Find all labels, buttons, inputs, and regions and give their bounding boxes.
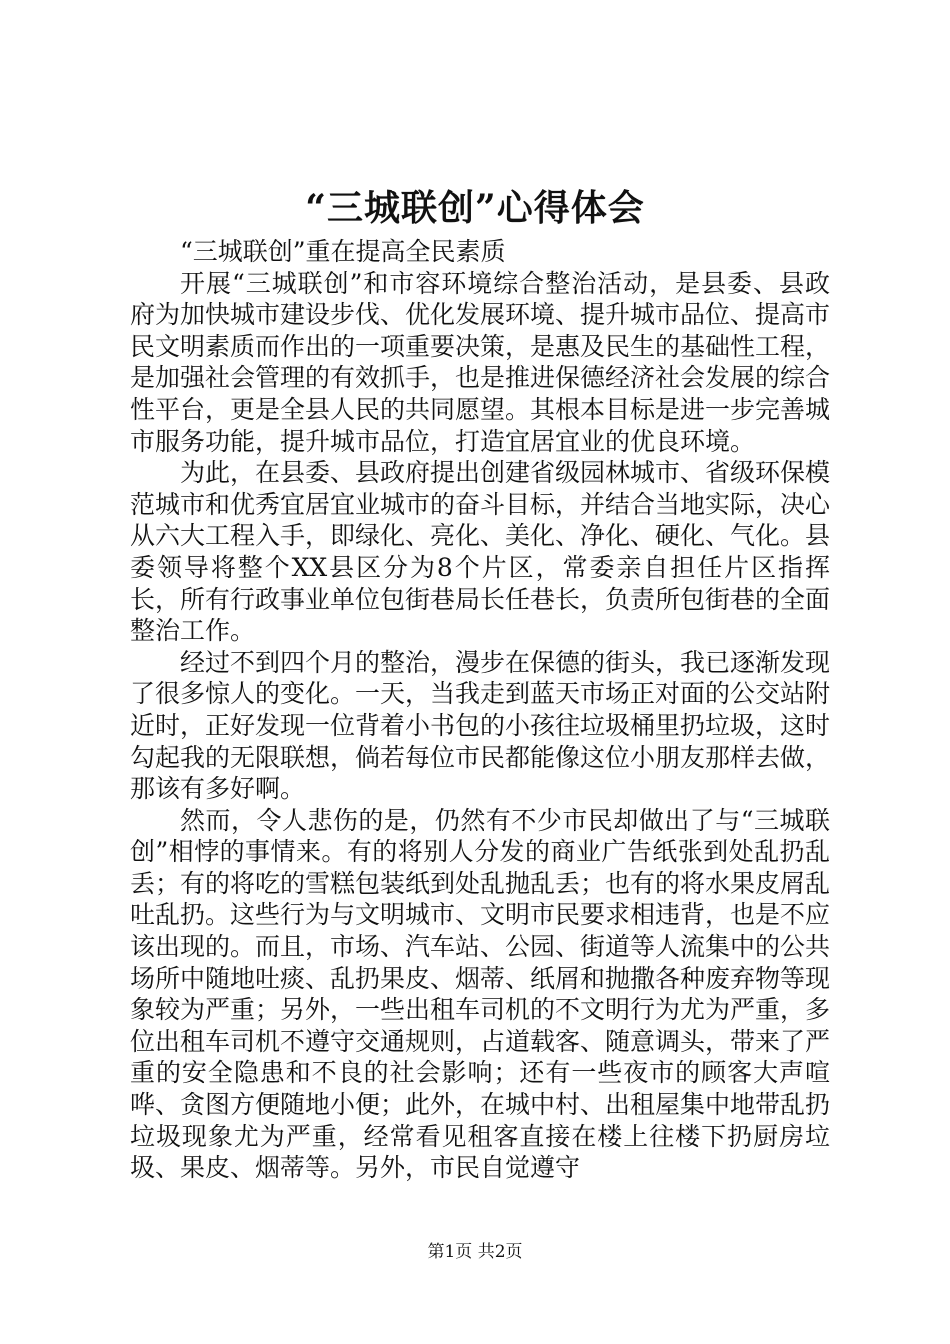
paragraph: 经过不到四个月的整治，漫步在保德的街头，我已逐渐发现了很多惊人的变化。一天，当我走到蓝天市场正对面的公交站附近时，正好发现一位背着小书包的小孩往垃圾桶里扔垃圾，这时勾起我的无限联想，倘若每位市民都能像这位小朋友那样去做，那该有多好啊。 [130, 647, 831, 804]
document-subtitle: “三城联创”重在提高全民素质 [180, 237, 506, 266]
paragraph: 开展“三城联创”和市容环境综合整治活动，是县委、县政府为加快城市建设步伐、优化发展环境、提升城市品位、提高市民文明素质而作出的一项重要决策，是惠及民生的基础性工程，是加强社会管理的有效抓手，也是推进保德经济社会发展的综合性平台，更是全县人民的共同愿望。其根本目标是进一步完善城市服务功能，提升城市品位，打造宜居宜业的优良环境。 [130, 268, 831, 456]
paragraph: 然而，令人悲伤的是，仍然有不少市民却做出了与“三城联创”相悖的事情来。有的将别人分发的商业广告纸张到处乱扔乱丢；有的将吃的雪糕包装纸到处乱抛乱丢；也有的将水果皮屑乱吐乱扔。这些行为与文明城市、文明市民要求相违背，也是不应该出现的。而且，市场、汽车站、公园、街道等人流集中的公共场所中随地吐痰、乱扔果皮、烟蒂、纸屑和抛撒各种废弃物等现象较为严重；另外，一些出租车司机的不文明行为尤为严重，多位出租车司机不遵守交通规则，占道载客、随意调头，带来了严重的安全隐患和不良的社会影响；还有一些夜市的顾客大声喧哗、贪图方便随地小便；此外，在城中村、出租屋集中地带乱扔垃圾现象尤为严重，经常看见租客直接在楼上往楼下扔厨房垃圾、果皮、烟蒂等。另外，市民自觉遵守 [130, 805, 831, 1183]
paragraph: 为此，在县委、县政府提出创建省级园林城市、省级环保模范城市和优秀宜居宜业城市的奋斗目标，并结合当地实际，决心从六大工程入手，即绿化、亮化、美化、净化、硬化、气化。县委领导将整个XX县区分为8个片区，常委亲自担任片区指挥长，所有行政事业单位包街巷局长任巷长，负责所包街巷的全面整治工作。 [130, 458, 831, 646]
page-number-footer: 第1页 共2页 [427, 1242, 523, 1262]
document-body [130, 236, 830, 1184]
page-title: “三城联创”心得体会 [305, 187, 645, 229]
